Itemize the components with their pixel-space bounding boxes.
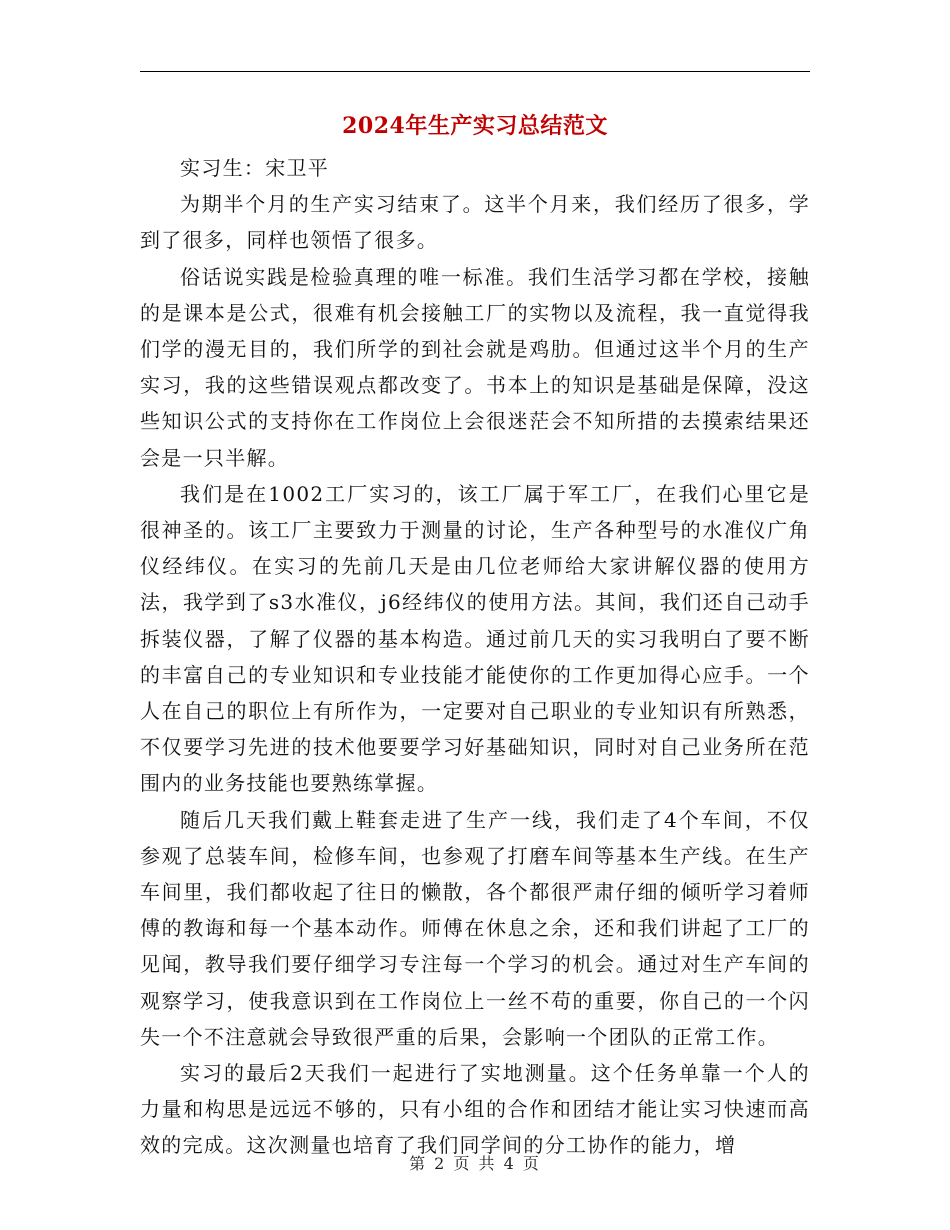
paragraph: 随后几天我们戴上鞋套走进了生产一线，我们走了4个车间，不仅参观了总装车间，检修车间，也参观了打磨车间等基本生产线。在生产车间里，我们都收起了往日的懒散，各个都很严肃仔细的倾听学习着师傅的教诲和每一个基本动作。师傅在休息之余，还和我们讲起了工厂的见闻，教导我们要仔细学习专注每一个学习的机会。通过对生产车间的观察学习，使我意识到在工作岗位上一丝不苟的重要，你自己的一个闪失一个不注意就会导致很严重的后果，会影响一个团队的正常工作。 xyxy=(140,807,810,1049)
paragraph: 俗话说实践是检验真理的唯一标准。我们生活学习都在学校，接触的是课本是公式，很难有机会接触工厂的实物以及流程，我一直觉得我们学的漫无目的，我们所学的到社会就是鸡肋。但通过这半个月的生产实习，我的这些错误观点都改变了。书本上的知识是基础是保障，没这些知识公式的支持你在工作岗位上会很迷茫会不知所措的去摸索结果还会是一只半解。 xyxy=(140,264,810,470)
paragraph: 我们是在1002工厂实习的，该工厂属于军工厂，在我们心里它是很神圣的。该工厂主要致力于测量的讨论，生产各种型号的水准仪广角仪经纬仪。在实习的先前几天是由几位老师给大家讲解仪器的使用方法，我学到了s3水准仪，j6经纬仪的使用方法。其间，我们还自己动手拆装仪器，了解了仪器的基本构造。通过前几天的实习我明白了要不断的丰富自己的专业知识和专业技能才能使你的工作更加得心应手。一个人在自己的职位上有所作为，一定要对自己职业的专业知识有所熟悉，不仅要学习先进的技术他要要学习好基础知识，同时对自己业务所在范围内的业务技能也要熟练掌握。 xyxy=(140,481,810,796)
document-body xyxy=(140,150,810,1164)
header-rule xyxy=(140,71,810,72)
document-title: 2024年生产实习总结范文 xyxy=(342,113,608,139)
author-line: 实习生：宋卫平 xyxy=(180,156,330,180)
paragraph: 为期半个月的生产实习结束了。这半个月来，我们经历了很多，学到了很多，同样也领悟了很多。 xyxy=(140,192,810,253)
page-number: 第 2 页 共 4 页 xyxy=(409,1154,541,1173)
paragraph: 实习的最后2天我们一起进行了实地测量。这个任务单靠一个人的力量和构思是远远不够的，只有小组的合作和团结才能让实习快速而高效的完成。这次测量也培育了我们同学间的分工协作的能力，增 xyxy=(140,1061,810,1158)
